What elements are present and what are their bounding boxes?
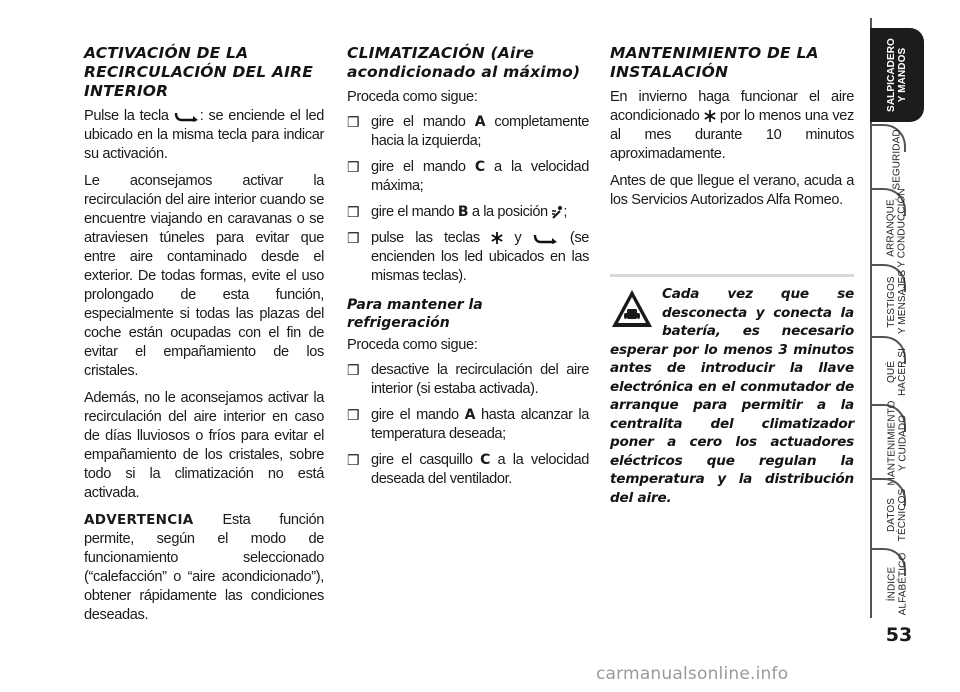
tab-label	[886, 489, 908, 541]
column-climatization	[347, 44, 589, 496]
checkbox-bullet-icon: ❒	[347, 230, 360, 246]
checkbox-bullet-icon: ❒	[347, 452, 360, 468]
subheading-refrigeration: Para mantener la refrigeración	[347, 297, 483, 331]
tab-label	[892, 129, 903, 189]
text-fragment: a la velocidad máxima;	[371, 159, 589, 194]
tab-label	[886, 38, 908, 112]
warning-text: Cada vez que se desconecta y conecta la batería, es necesario esperar por lo menos 3 minutos antes de introducir la llave electrónica en el conmutador de arranque para permitir a la centralita del climatizador poner a cero los actuadores eléctricos que regulan la temperatura y la distribución del aire.	[610, 286, 854, 506]
advertencia-label: ADVERTENCIA	[84, 512, 194, 528]
paragraph-summer: Antes de que llegue el verano, acuda a los Servicios Autorizados Alfa Romeo.	[610, 173, 854, 208]
paragraph-recirc-key	[84, 107, 324, 164]
tab-label	[886, 348, 908, 396]
paragraph-winter	[610, 88, 854, 164]
list-item	[347, 229, 589, 286]
tab-label-line: ALFABÉTICO	[897, 552, 908, 616]
heading-recirculation: ACTIVACIÓN DE LA RECIRCULACIÓN DEL AIRE INTERIOR	[84, 44, 314, 100]
knob-key: C	[474, 159, 485, 175]
warning-box	[610, 274, 854, 507]
intro-text: Proceda como sigue:	[347, 337, 478, 353]
tab-label	[886, 270, 908, 334]
knob-key: B	[457, 204, 469, 220]
divider	[610, 274, 854, 277]
tab-label-line: TÉCNICOS	[896, 488, 908, 542]
text-fragment: (se encienden los led ubicados en las mismas teclas).	[371, 230, 589, 284]
tab-label	[886, 188, 908, 267]
text-fragment: completamente hacia la izquierda;	[371, 114, 589, 149]
knob-key: C	[480, 452, 490, 468]
tab-label-line: MANTENIMIENTO	[886, 400, 898, 486]
chapter-tabs	[870, 0, 960, 692]
list-item	[347, 361, 589, 399]
text-fragment: gire el mando	[371, 159, 475, 175]
recirculation-icon	[533, 232, 559, 244]
paragraph-rainy-days: Además, no le aconsejamos activar la recirculación del aire interior en caso de días lluviosos o fríos para evitar el empañamiento de los cristales, sobre todo si la climatización no está activada.	[84, 390, 324, 501]
heading-maintenance: MANTENIMIENTO DE LA INSTALACIÓN	[610, 44, 819, 81]
snowflake-icon	[491, 232, 503, 244]
tab-testigos[interactable]	[870, 268, 924, 336]
tab-arranque[interactable]	[870, 188, 924, 268]
checkbox-bullet-icon: ❒	[347, 407, 360, 423]
knob-key: A	[464, 407, 476, 423]
column-maintenance	[610, 44, 854, 218]
text-fragment: ;	[563, 204, 568, 220]
checkbox-bullet-icon: ❒	[347, 204, 360, 220]
text-fragment: gire el mando	[371, 204, 458, 220]
text-fragment: a la velocidad deseada del ventilador.	[371, 452, 589, 487]
checkbox-bullet-icon: ❒	[347, 362, 360, 378]
checkbox-bullet-icon: ❒	[347, 159, 360, 175]
text-fragment: gire el casquillo	[371, 452, 481, 468]
list-item	[347, 451, 589, 489]
tab-que-hacer-si[interactable]	[870, 340, 924, 404]
tab-datos-tecnicos[interactable]	[870, 482, 924, 548]
knob-key: A	[474, 114, 486, 130]
paragraph-warning	[84, 511, 324, 625]
text-fragment: : se enciende el led ubicado en la misma tecla para indicar su activación.	[84, 108, 324, 162]
tab-seguridad[interactable]	[870, 128, 924, 190]
tab-indice[interactable]	[870, 552, 924, 616]
recirculation-icon	[174, 110, 200, 122]
list-item	[347, 203, 589, 222]
text-fragment: gire el mando	[371, 407, 465, 423]
tab-label-line: Y CUIDADO	[897, 414, 909, 472]
paragraph-advice: Le aconsejamos activar la recirculación del aire interior cuando se encuentre viajando en caravanas o se atraviesen túneles para evitar que entre aire contaminado desde el exterior. De todas formas, evite el uso prolongado de esta función, especialmente si todas las plazas del coche están ocupadas con el fin de evitar el empañamiento de los cristales.	[84, 173, 324, 379]
text-fragment: pulse las teclas	[371, 230, 492, 246]
tab-label-line: HACER SI	[896, 347, 908, 397]
watermark: carmanualsonline.info	[596, 664, 789, 684]
checkbox-bullet-icon: ❒	[347, 114, 360, 130]
tab-label-line: TESTIGOS	[886, 276, 898, 328]
heading-climatization: CLIMATIZACIÓN (Aire acondicionado al máximo)	[347, 44, 581, 81]
text-fragment: Esta función permite, según el modo de funcionamiento seleccionado (“calefacción” o “aire acondicionado”), obtener rápidamente las condiciones deseadas.	[84, 512, 324, 623]
intro-text: Proceda como sigue:	[347, 89, 478, 105]
tab-label-line: ÍNDICE	[886, 566, 897, 602]
tab-label-line: Y MANDOS	[897, 47, 909, 103]
face-vent-icon	[551, 205, 563, 219]
warning-triangle-icon	[610, 287, 654, 331]
list-item	[347, 113, 589, 151]
list-item	[347, 406, 589, 444]
tab-label-line: SEGURIDAD	[891, 128, 903, 190]
page-number: 53	[885, 624, 913, 646]
tab-label-line: QUÉ	[885, 361, 897, 383]
text-fragment: En invierno haga funcionar el aire acondicionado	[610, 89, 854, 124]
tab-label-line: ARRANQUE	[886, 199, 898, 257]
list-item	[347, 158, 589, 196]
tab-label-line: Y MENSAJES	[897, 269, 909, 335]
tab-label-line: DATOS	[885, 497, 897, 533]
snowflake-icon	[704, 110, 716, 122]
text-fragment: y	[503, 230, 533, 246]
text-fragment: hasta alcanzar la temperatura deseada;	[371, 407, 589, 442]
column-recirculation	[84, 44, 324, 633]
tab-label-line: SALPICADERO	[886, 38, 898, 112]
text-fragment: Pulse la tecla	[84, 108, 169, 124]
list-item-text: desactive la recirculación del aire interior (si estaba activada).	[371, 362, 589, 397]
tab-label	[886, 553, 908, 616]
tab-mantenimiento[interactable]	[870, 400, 924, 486]
text-fragment: por lo menos una vez al mes durante 10 minutos aproximadamente.	[610, 108, 854, 162]
tab-label-line: Y CONDUCCIÓN	[897, 188, 909, 268]
tab-salpicadero[interactable]	[870, 28, 924, 122]
text-fragment: gire el mando	[371, 114, 475, 130]
text-fragment: a la posición	[468, 204, 552, 220]
tab-label	[886, 400, 908, 485]
